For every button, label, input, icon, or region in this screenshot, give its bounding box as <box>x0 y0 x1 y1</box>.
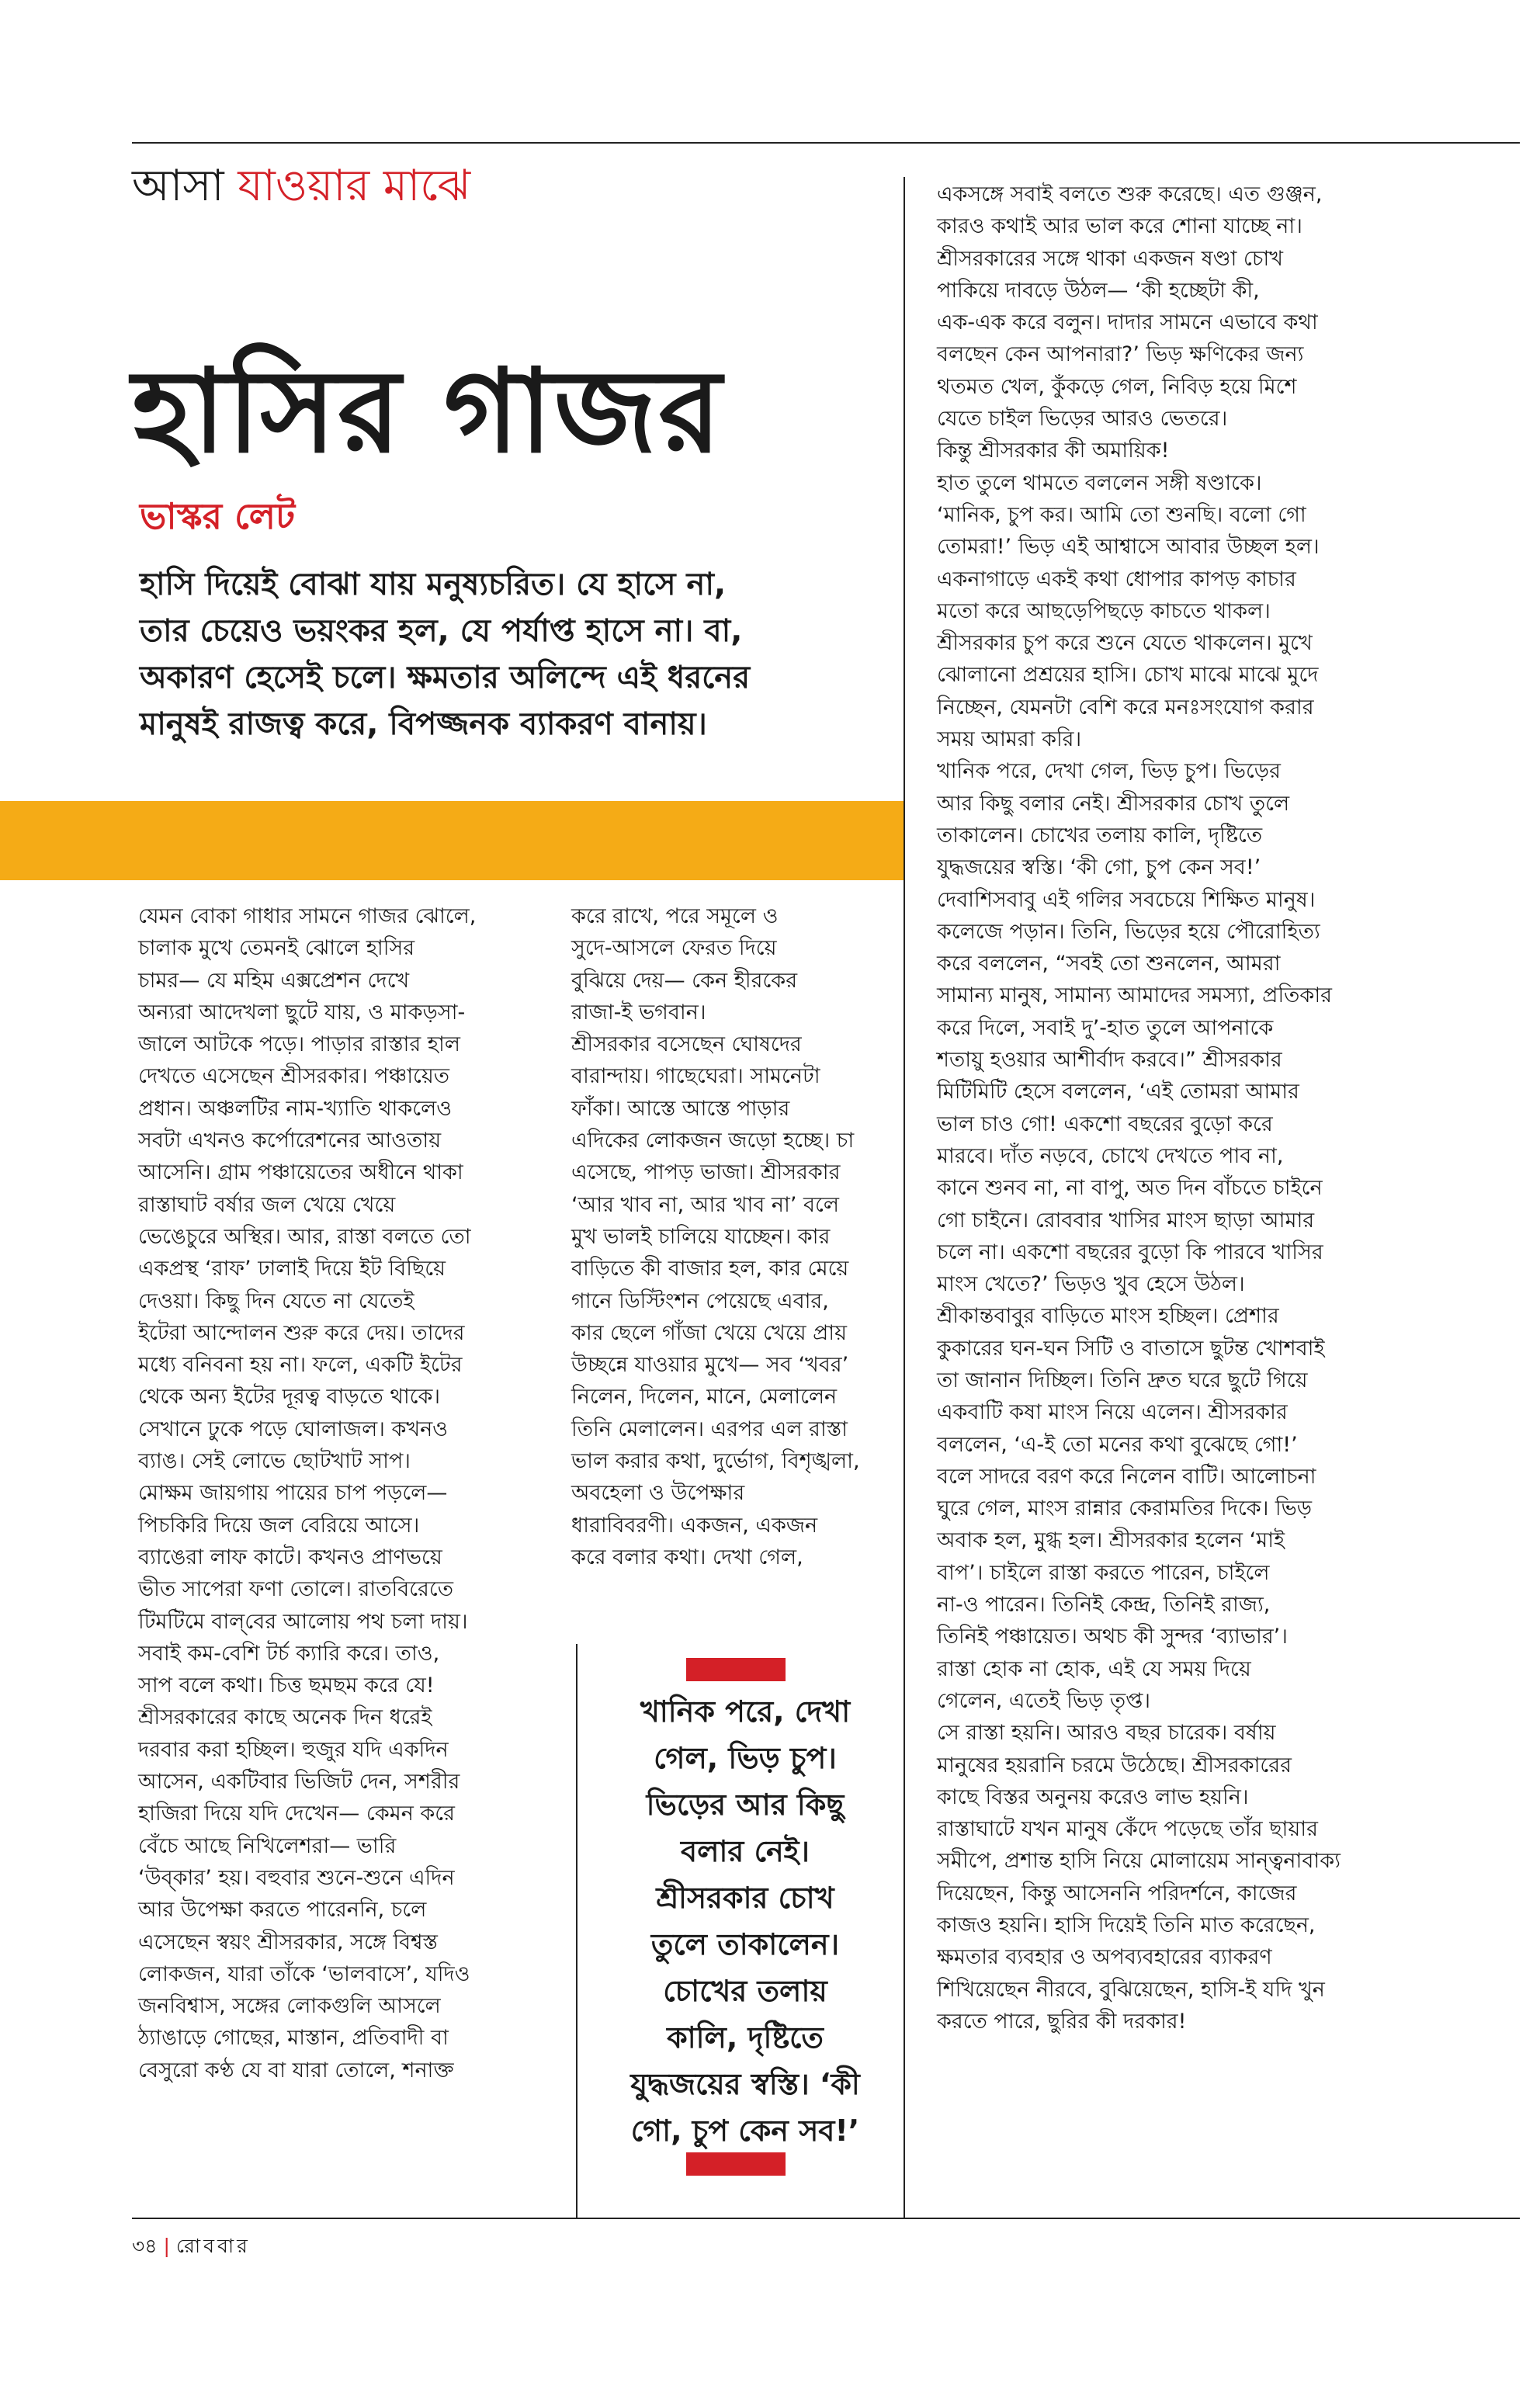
text-line: রাস্তাঘাটে যখন মানুষ কেঁদে পড়েছে তাঁর ছায়ার <box>937 1817 1318 1842</box>
text-line: ঠ্যাঙাড়ে গোছের, মাস্তান, প্রতিবাদী বা <box>138 2026 449 2051</box>
pull-quote-line: চোখের তলায় <box>663 1974 827 2008</box>
text-line: মাংস খেতে?’ ভিড়ও খুব হেসে উঠল। <box>937 1272 1245 1297</box>
article-author: ভাস্কর লেট <box>140 495 296 537</box>
top-rule <box>132 142 1520 144</box>
text-line: অন্যরা আদেখলা ছুটে যায়, ও মাকড়সা- <box>138 1000 466 1025</box>
text-line: ভাল চাও গো! একশো বছরের বুড়ো করে <box>937 1112 1273 1136</box>
text-line: সবটা এখনও কর্পোরেশনের আওতায় <box>138 1129 442 1153</box>
text-line: যুদ্ধজয়ের স্বস্তি। ‘কী গো, চুপ কেন সব!’ <box>937 855 1261 880</box>
text-line: জালে আটকে পড়ে। পাড়ার রাস্তার হাল <box>138 1032 460 1057</box>
text-line: অবহেলা ও উপেক্ষার <box>571 1481 745 1506</box>
text-line: রাজা-ই ভগবান। <box>571 1000 706 1025</box>
text-line: ‘মানিক, চুপ কর। আমি তো শুনছি। বলো গো <box>937 502 1306 527</box>
standfirst-line: হাসি দিয়েই বোঝা যায় মনুষ্যচরিত। যে হাসে না, <box>140 567 727 602</box>
text-line: ধারাবিবরণী। একজন, একজন <box>571 1513 818 1538</box>
text-line: তিনি মেলালেন। এরপর এল রাস্তা <box>571 1417 848 1441</box>
pull-quote-line: গো, চুপ কেন সব!’ <box>630 2114 860 2148</box>
text-line: কারও কথাই আর ভাল করে শোনা যাচ্ছে না। <box>937 214 1302 239</box>
text-line: কাছে বিস্তর অনুনয় করেও লাভ হয়নি। <box>937 1784 1249 1809</box>
text-line: বুঝিয়ে দেয়— কেন হীরকের <box>571 968 798 993</box>
text-line: এসেছেন স্বয়ং শ্রীসরকার, সঙ্গে বিশ্বস্ত <box>138 1930 438 1954</box>
pull-quote-bar-bottom <box>686 2152 786 2176</box>
text-line: ক্ষমতার ব্যবহার ও অপব্যবহারের ব্যাকরণ <box>937 1945 1272 1970</box>
text-line: উচ্ছন্নে যাওয়ার মুখে— সব ‘খবর’ <box>571 1353 849 1378</box>
text-line: ‘আর খাব না, আর খাব না’ বলে <box>571 1192 839 1217</box>
text-line: এসেছে, পাপড় ভাজা। শ্রীসরকার <box>571 1160 841 1185</box>
text-line: দেবাশিসবাবু এই গলির সবচেয়ে শিক্ষিত মানুষ। <box>937 887 1316 912</box>
pull-quote-line: গেল, ভিড় চুপ। <box>654 1741 837 1775</box>
text-line: বাপ’। চাইলে রাস্তা করতে পারেন, চাইলে <box>937 1560 1270 1585</box>
text-line: তিনিই পঞ্চায়েত। অথচ কী সুন্দর ‘ব্যাভার’। <box>937 1625 1288 1649</box>
text-line: ভাল করার কথা, দুর্ভোগ, বিশৃঙ্খলা, <box>571 1449 860 1474</box>
text-line: মতো করে আছড়েপিছড়ে কাচতে থাকল। <box>937 598 1271 623</box>
text-line: ‘উব্‌কার’ হয়। বহুবার শুনে-শুনে এদিন <box>138 1865 455 1890</box>
pull-quote-bar-top <box>686 1658 786 1681</box>
text-line: বলছেন কেন আপনারা?’ ভিড় ক্ষণিকের জন্য <box>937 342 1304 367</box>
text-line: নিলেন, দিলেন, মানে, মেলালেন <box>571 1385 838 1410</box>
footer-separator: | <box>163 2235 170 2257</box>
text-line: মিটিমিটি হেসে বললেন, ‘এই তোমরা আমার <box>937 1080 1299 1105</box>
pull-quote-line: কালি, দৃষ্টিতে <box>667 2020 824 2055</box>
text-line: যেমন বোকা গাধার সামনে গাজর ঝোলে, <box>138 904 477 928</box>
text-line: শ্রীসরকারের কাছে অনেক দিন ধরেই <box>138 1705 432 1730</box>
text-line: বারান্দায়। গাছেঘেরা। সামনেটা <box>571 1064 820 1089</box>
article-title: হাসির গাজর <box>132 345 723 478</box>
text-line: নিচ্ছেন, যেমনটা বেশি করে মনঃসংযোগ করার <box>937 695 1314 720</box>
text-line: মধ্যে বনিবনা হয় না। ফলে, একটি ইটের <box>138 1353 463 1378</box>
text-line: একসঙ্গে সবাই বলতে শুরু করেছে। এত গুঞ্জন, <box>937 182 1323 206</box>
text-line: গো চাইনে। রোববার খাসির মাংস ছাড়া আমার <box>937 1208 1315 1233</box>
text-line: এক-এক করে বলুন। দাদার সামনে এভাবে কথা <box>937 310 1318 335</box>
text-line: কানে শুনব না, না বাপু, অত দিন বাঁচতে চাইনে <box>937 1176 1323 1201</box>
text-line: দেখতে এসেছেন শ্রীসরকার। পঞ্চায়েত <box>138 1064 450 1089</box>
magazine-name: রোববার <box>175 2235 251 2257</box>
text-line: লোকজন, যারা তাঁকে ‘ভালবাসে’, যদিও <box>138 1961 470 1986</box>
text-line: শিখিয়েছেন নীরবে, বুঝিয়েছেন, হাসি-ই যদি খুন <box>937 1977 1325 2002</box>
standfirst-line: মানুষই রাজত্ব করে, বিপজ্জনক ব্যাকরণ বানায়। <box>140 706 707 742</box>
column-divider-right <box>904 177 905 2218</box>
text-line: খানিক পরে, দেখা গেল, ভিড় চুপ। ভিড়ের <box>937 759 1281 784</box>
text-line: আর কিছু বলার নেই। শ্রীসরকার চোখ তুলে <box>937 791 1290 816</box>
text-line: ইটেরা আন্দোলন শুরু করে দেয়। তাদের <box>138 1320 465 1345</box>
text-line: সুদে-আসলে ফেরত দিয়ে <box>571 936 777 961</box>
pull-quote-line: তুলে তাকালেন। <box>650 1927 840 1961</box>
pull-quote-line: শ্রীসরকার চোখ <box>656 1881 834 1915</box>
text-line: বাড়িতে কী বাজার হল, কার মেয়ে <box>571 1257 849 1281</box>
text-line: সাপ বলে কথা। চিত্ত ছমছম করে যে! <box>138 1673 435 1698</box>
text-line: একবাটি কষা মাংস নিয়ে এলেন। শ্রীসরকার <box>937 1400 1288 1425</box>
text-line: গানে ডিস্টিংশন পেয়েছে এবার, <box>571 1288 829 1313</box>
page-footer <box>132 2232 251 2260</box>
text-line: মানুষের হয়রানি চরমে উঠেছে। শ্রীসরকারের <box>937 1753 1292 1777</box>
text-line: সবাই কম-বেশি টর্চ ক্যারি করে। তাও, <box>138 1641 440 1666</box>
text-line: করতে পারে, ছুরির কী দরকার! <box>937 2009 1187 2034</box>
text-line: চলে না। একশো বছরের বুড়ো কি পারবে খাসির <box>937 1240 1323 1264</box>
text-line: বেঁচে আছে নিখিলেশরা— ভারি <box>138 1833 397 1858</box>
text-line: রাস্তা হোক না হোক, এই যে সময় দিয়ে <box>937 1656 1251 1681</box>
text-line: না-ও পারেন। তিনিই কেন্দ্র, তিনিই রাজ্য, <box>937 1593 1271 1618</box>
text-line: মোক্ষম জায়গায় পায়ের চাপ পড়লে— <box>138 1481 448 1506</box>
text-line: ঝোলানো প্রশ্রয়ের হাসি। চোখ মাঝে মাঝে মুদে <box>937 663 1319 688</box>
text-line: করে দিলে, সবাই দু’-হাত তুলে আপনাকে <box>937 1015 1274 1040</box>
text-line: কার ছেলে গাঁজা খেয়ে খেয়ে প্রায় <box>571 1320 848 1345</box>
pull-quote-line: যুদ্ধজয়ের স্বস্তি। ‘কী <box>630 2067 860 2101</box>
text-line: সে রাস্তা হয়নি। আরও বছর চারেক। বর্ষায় <box>937 1721 1276 1746</box>
text-line: কুকারের ঘন-ঘন সিটি ও বাতাসে ছুটন্ত খোশবাই <box>937 1336 1325 1361</box>
standfirst-line: তার চেয়েও ভয়ংকর হল, যে পর্যাপ্ত হাসে না। বা, <box>140 613 743 649</box>
standfirst <box>140 561 885 747</box>
column-divider-middle <box>576 1644 578 2218</box>
text-line: তা জানান দিচ্ছিল। তিনি দ্রুত ঘরে ছুটে গিয়ে <box>937 1368 1308 1392</box>
text-line: অবাক হল, মুগ্ধ হল। শ্রীসরকার হলেন ‘মাই <box>937 1528 1285 1553</box>
text-line: ঘুরে গেল, মাংস রান্নার কেরামতির দিকে। ভিড় <box>937 1496 1313 1521</box>
text-line: দরবার করা হচ্ছিল। হুজুর যদি একদিন <box>138 1737 449 1762</box>
text-line: করে রাখে, পরে সমূলে ও <box>571 904 779 928</box>
pull-quote <box>590 1688 900 2154</box>
text-line: একপ্রস্থ ‘রাফ’ ঢালাই দিয়ে ইট বিছিয়ে <box>138 1257 446 1281</box>
text-line: আসেনি। গ্রাম পঞ্চায়েতের অধীনে থাকা <box>138 1160 463 1185</box>
orange-band <box>0 801 904 880</box>
text-line: শতায়ু হওয়ার আশীর্বাদ করবে।” শ্রীসরকার <box>937 1048 1282 1073</box>
text-line: ব্যাঙ। সেই লোভে ছোটখাট সাপ। <box>138 1449 411 1474</box>
pull-quote-line: ভিড়ের আর কিছু <box>646 1788 845 1822</box>
text-line: সামান্য মানুষ, সামান্য আমাদের সমস্যা, প্রতিকার <box>937 983 1333 1008</box>
text-line: হাজিরা দিয়ে যদি দেখেন— কেমন করে <box>138 1802 455 1826</box>
pull-quote-line: বলার নেই। <box>680 1834 810 1868</box>
text-line: আর উপেক্ষা করতে পারেননি, চলে <box>138 1898 427 1923</box>
text-line: ব্যাঙেরা লাফ কাটে। কখনও প্রাণভয়ে <box>138 1545 442 1569</box>
bottom-rule <box>132 2218 1520 2219</box>
text-line: গেলেন, এতেই ভিড় তৃপ্ত। <box>937 1688 1150 1713</box>
page-number: ৩৪ <box>132 2235 158 2257</box>
pull-quote-line: খানিক পরে, দেখা <box>640 1694 851 1729</box>
text-line: শ্রীকান্তবাবুর বাড়িতে মাংস হচ্ছিল। প্রেশার <box>937 1304 1279 1329</box>
text-line: শ্রীসরকার বসেছেন ঘোষদের <box>571 1032 802 1057</box>
text-line: এদিকের লোকজন জড়ো হচ্ছে। চা <box>571 1129 855 1153</box>
text-line: আসেন, একটিবার ভিজিট দেন, সশরীর <box>138 1770 460 1795</box>
text-line: কিন্তু শ্রীসরকার কী অমায়িক! <box>937 439 1170 463</box>
text-line: সেখানে ঢুকে পড়ে ঘোলাজল। কখনও <box>138 1417 449 1441</box>
body-column-2 <box>571 900 882 1573</box>
text-line: হাত তুলে থামতে বললেন সঙ্গী ষণ্ডাকে। <box>937 470 1262 495</box>
text-line: চামর— যে মহিম এক্সপ্রেশন দেখে <box>138 968 410 993</box>
standfirst-line: অকারণ হেসেই চলে। ক্ষমতার অলিন্দে এই ধরনের <box>140 660 751 695</box>
text-line: দিয়েছেন, কিন্তু আসেননি পরিদর্শনে, কাজের <box>937 1881 1297 1906</box>
text-line: সমীপে, প্রশান্ত হাসি নিয়ে মোলায়েম সান্ত্বনাবাক্য <box>937 1849 1341 1874</box>
section-header <box>132 155 470 217</box>
text-line: সময় আমরা করি। <box>937 727 1082 752</box>
text-line: চালাক মুখে তেমনই ঝোলে হাসির <box>138 936 415 961</box>
text-line: প্রধান। অঞ্চলটির নাম-খ্যাতি থাকলেও <box>138 1096 453 1121</box>
section-label-part1: আসা <box>132 161 224 211</box>
text-line: ভেঙেচুরে অস্থির। আর, রাস্তা বলতে তো <box>138 1224 471 1249</box>
text-line: শ্রীসরকারের সঙ্গে থাকা একজন ষণ্ডা চোখ <box>937 246 1283 271</box>
text-line: পাকিয়ে দাবড়ে উঠল— ‘কী হচ্ছেটা কী, <box>937 278 1260 303</box>
text-line: কাজও হয়নি। হাসি দিয়েই তিনি মাত করেছেন, <box>937 1913 1316 1938</box>
text-line: একনাগাড়ে একই কথা ধোপার কাপড় কাচার <box>937 567 1296 591</box>
text-line: বলে সাদরে বরণ করে নিলেন বাটি। আলোচনা <box>937 1464 1316 1489</box>
text-line: তাকালেন। চোখের তলায় কালি, দৃষ্টিতে <box>937 823 1263 848</box>
text-line: তোমরা!’ ভিড় এই আশ্বাসে আবার উচ্ছল হল। <box>937 535 1320 560</box>
text-line: কলেজে পড়ান। তিনি, ভিড়ের হয়ে পৌরোহিত্য <box>937 919 1320 944</box>
text-line: থতমত খেল, কুঁকড়ে গেল, নিবিড় হয়ে মিশে <box>937 374 1297 399</box>
text-line: যেতে চাইল ভিড়ের আরও ভেতরে। <box>937 407 1228 432</box>
text-line: টিমটিমে বাল্‌বের আলোয় পথ চলা দায়। <box>138 1609 468 1634</box>
text-line: থেকে অন্য ইটের দূরত্ব বাড়তে থাকে। <box>138 1385 441 1410</box>
text-line: মুখ ভালই চালিয়ে যাচ্ছেন। কার <box>571 1224 831 1249</box>
text-line: বললেন, ‘এ-ই তো মনের কথা বুঝেছে গো!’ <box>937 1432 1298 1457</box>
text-line: মারবে। দাঁত নড়বে, চোখে দেখতে পাব না, <box>937 1143 1284 1168</box>
text-line: করে বললেন, “সবই তো শুনলেন, আমরা <box>937 952 1281 976</box>
text-line: রাস্তাঘাট বর্ষার জল খেয়ে খেয়ে <box>138 1192 396 1217</box>
text-line: বেসুরো কণ্ঠ যে বা যারা তোলে, শনাক্ত <box>138 2058 454 2083</box>
text-line: ভীত সাপেরা ফণা তোলে। রাতবিরেতে <box>138 1577 454 1602</box>
text-line: পিচকিরি দিয়ে জল বেরিয়ে আসে। <box>138 1513 420 1538</box>
body-column-1 <box>138 900 561 2086</box>
body-column-3 <box>937 179 1519 2038</box>
text-line: ফাঁকা। আস্তে আস্তে পাড়ার <box>571 1096 790 1121</box>
text-line: দেওয়া। কিছু দিন যেতে না যেতেই <box>138 1288 414 1313</box>
text-line: জনবিশ্বাস, সঙ্গের লোকগুলি আসলে <box>138 1994 441 2019</box>
text-line: করে বলার কথা। দেখা গেল, <box>571 1545 803 1569</box>
section-label-part2: যাওয়ার মাঝে <box>238 161 471 211</box>
text-line: শ্রীসরকার চুপ করে শুনে যেতে থাকলেন। মুখে <box>937 631 1313 656</box>
